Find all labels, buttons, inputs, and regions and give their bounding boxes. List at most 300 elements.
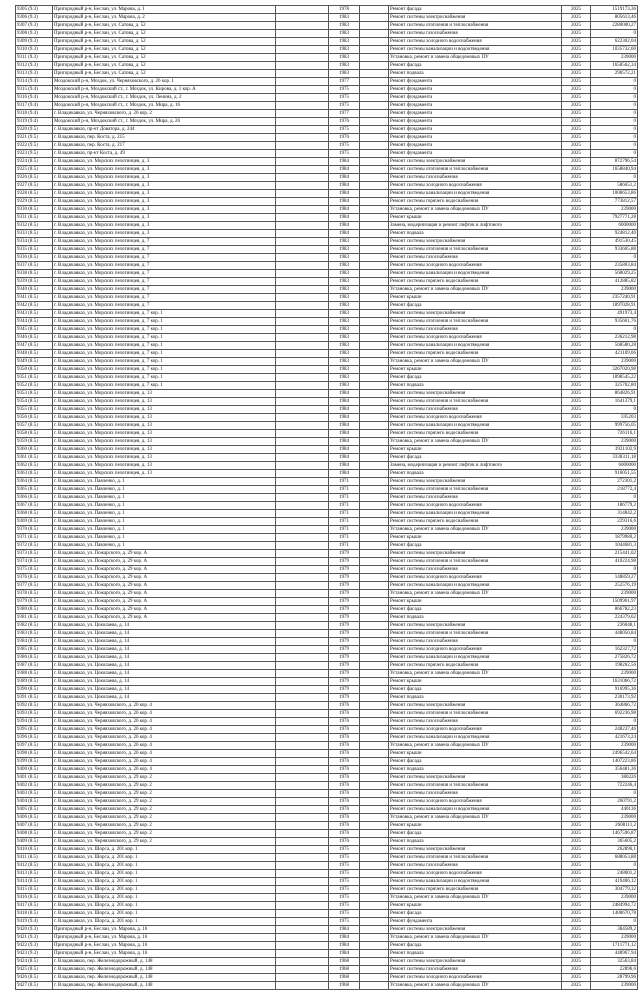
- cell-plan-year: 2025: [562, 574, 591, 582]
- cell-empty: [360, 22, 389, 30]
- cell-year: 1977: [329, 110, 360, 118]
- cell-id: 9310 (9.3): [16, 46, 53, 54]
- cell-empty: [276, 486, 329, 494]
- table-row: [16, 558, 638, 566]
- cell-work-type: Ремонт фасада: [389, 910, 562, 918]
- cell-address: г. Владикавказ, ул. Черняховского, д. 29 кор. 2: [53, 838, 276, 846]
- cell-work-type: Ремонт системы горячего водоснабжения: [389, 430, 562, 438]
- cell-empty: [360, 342, 389, 350]
- cell-empty: [360, 958, 389, 966]
- cell-address: г. Владикавказ, ул. Морских пехотинцев, д. 3: [53, 190, 276, 198]
- cell-work-type: Ремонт системы газоснабжения: [389, 326, 562, 334]
- cell-empty: [360, 470, 389, 478]
- cell-empty: [360, 686, 389, 694]
- cell-empty: [360, 534, 389, 542]
- cell-id: 9322 (9.5): [16, 142, 53, 150]
- cell-id: 9388 (8.5): [16, 670, 53, 678]
- cell-plan-year: 2025: [562, 302, 591, 310]
- table-row: [16, 134, 638, 142]
- cell-plan-year: 2025: [562, 366, 591, 374]
- cell-address: г. Владикавказ, ул. Морских пехотинцев, д. 7: [53, 302, 276, 310]
- cell-plan-year: 2025: [562, 358, 591, 366]
- cell-cost: 0: [591, 918, 638, 926]
- cell-plan-year: 2025: [562, 566, 591, 574]
- cell-cost: 805613,46: [591, 14, 638, 22]
- cell-work-type: Ремонт подвала: [389, 766, 562, 774]
- cell-year: 1984: [329, 950, 360, 958]
- cell-id: 9313 (9.3): [16, 70, 53, 78]
- table-row: [16, 406, 638, 414]
- cell-year: 1984: [329, 438, 360, 446]
- cell-address: г. Владикавказ, ул. Павленко, д. 1: [53, 486, 276, 494]
- cell-id: 9346 (8.5): [16, 334, 53, 342]
- cell-year: 1976: [329, 838, 360, 846]
- cell-cost: 356481,36: [591, 766, 638, 774]
- cell-id: 9331 (8.5): [16, 214, 53, 222]
- cell-id: 9373 (8.5): [16, 550, 53, 558]
- cell-address: Пригородный р-н, Беслан, ул. Сатова, д. 52: [53, 30, 276, 38]
- cell-cost: 0: [591, 406, 638, 414]
- table-row: [16, 598, 638, 606]
- cell-work-type: Ремонт системы холодного водоснабжения: [389, 974, 562, 982]
- table-row: [16, 646, 638, 654]
- cell-cost: 0: [591, 134, 638, 142]
- cell-cost: 218772,4: [591, 486, 638, 494]
- cell-empty: [360, 78, 389, 86]
- cell-empty: [360, 238, 389, 246]
- cell-empty: [276, 126, 329, 134]
- cell-empty: [276, 262, 329, 270]
- cell-empty: [360, 158, 389, 166]
- cell-year: 1979: [329, 678, 360, 686]
- cell-cost: 304779,32: [591, 886, 638, 894]
- cell-cost: 0: [591, 718, 638, 726]
- cell-id: 9348 (8.5): [16, 350, 53, 358]
- cell-empty: [360, 606, 389, 614]
- table-row: [16, 190, 638, 198]
- cell-empty: [276, 902, 329, 910]
- cell-empty: [360, 982, 389, 990]
- cell-empty: [276, 438, 329, 446]
- cell-cost: 198262,56: [591, 662, 638, 670]
- cell-work-type: Ремонт системы электроснабжения: [389, 846, 562, 854]
- cell-empty: [360, 638, 389, 646]
- cell-cost: 380226: [591, 774, 638, 782]
- cell-address: г. Владикавказ, ул. Морских пехотинцев, д. 13: [53, 406, 276, 414]
- cell-empty: [360, 398, 389, 406]
- cell-id: 9305 (9.3): [16, 6, 53, 14]
- cell-year: 1984: [329, 182, 360, 190]
- cell-plan-year: 2025: [562, 102, 591, 110]
- cell-year: 1971: [329, 534, 360, 542]
- cell-plan-year: 2025: [562, 734, 591, 742]
- table-row: [16, 702, 638, 710]
- cell-empty: [276, 54, 329, 62]
- table-row: [16, 974, 638, 982]
- cell-id: 9306 (9.3): [16, 14, 53, 22]
- cell-cost: 365605,2: [591, 838, 638, 846]
- cell-id: 9396 (8.5): [16, 734, 53, 742]
- cell-year: 1971: [329, 526, 360, 534]
- cell-empty: [360, 918, 389, 926]
- cell-empty: [360, 662, 389, 670]
- cell-empty: [276, 254, 329, 262]
- cell-address: г. Владикавказ, ул. Морских пехотинцев, д. 3: [53, 174, 276, 182]
- cell-empty: [360, 590, 389, 598]
- cell-year: 1983: [329, 318, 360, 326]
- cell-plan-year: 2025: [562, 742, 591, 750]
- cell-plan-year: 2025: [562, 838, 591, 846]
- cell-year: 1979: [329, 638, 360, 646]
- cell-work-type: Ремонт системы канализации и водоотведения: [389, 270, 562, 278]
- cell-empty: [276, 598, 329, 606]
- cell-id: 9383 (8.5): [16, 630, 53, 638]
- cell-cost: 491973,4: [591, 310, 638, 318]
- cell-year: 1983: [329, 46, 360, 54]
- table-row: [16, 830, 638, 838]
- table-row: [16, 630, 638, 638]
- cell-empty: [360, 374, 389, 382]
- cell-cost: 239000: [591, 894, 638, 902]
- cell-plan-year: 2025: [562, 782, 591, 790]
- cell-address: г. Владикавказ, ул. Пожарского, д. 29 кор. А: [53, 566, 276, 574]
- cell-plan-year: 2025: [562, 70, 591, 78]
- cell-year: 1968: [329, 974, 360, 982]
- cell-empty: [360, 518, 389, 526]
- cell-work-type: Ремонт системы канализации и водоотведения: [389, 654, 562, 662]
- cell-work-type: Замена, модернизация и ремонт лифтов и лифтового: [389, 462, 562, 470]
- cell-empty: [360, 558, 389, 566]
- cell-work-type: Установка, ремонт и замена общедомовых ПУ: [389, 54, 562, 62]
- cell-empty: [276, 462, 329, 470]
- cell-address: г. Владикавказ, ул. Черняховского, д. 26 кор. 4: [53, 726, 276, 734]
- cell-address: г. Владикавказ, ул. Шорса, д. 201 кор. 1: [53, 870, 276, 878]
- cell-address: г. Владикавказ, ул. Черняховского, д. 26 кор. 2: [53, 110, 276, 118]
- table-row: [16, 934, 638, 942]
- cell-empty: [360, 150, 389, 158]
- cell-id: 9421 (9.3): [16, 934, 53, 942]
- cell-address: г. Владикавказ, ул. Черняховского, д. 29 кор. 2: [53, 814, 276, 822]
- cell-address: Пригородный р-н, Беслан, ул. Сатова, д. 52: [53, 38, 276, 46]
- cell-plan-year: 2025: [562, 902, 591, 910]
- cell-empty: [360, 206, 389, 214]
- cell-work-type: Установка, ремонт и замена общедомовых ПУ: [389, 438, 562, 446]
- cell-address: г. Владикавказ, ул. Черняховского, д. 29 кор. 2: [53, 798, 276, 806]
- cell-empty: [276, 446, 329, 454]
- cell-work-type: Ремонт системы электроснабжения: [389, 774, 562, 782]
- cell-plan-year: 2025: [562, 590, 591, 598]
- cell-cost: 364866,72: [591, 702, 638, 710]
- cell-address: г. Владикавказ, ул. Черняховского, д. 29 кор. 2: [53, 774, 276, 782]
- cell-work-type: Ремонт системы электроснабжения: [389, 310, 562, 318]
- cell-id: 9325 (8.5): [16, 166, 53, 174]
- cell-year: 1971: [329, 486, 360, 494]
- cell-cost: 162327,72: [591, 646, 638, 654]
- cell-year: 1984: [329, 230, 360, 238]
- cell-address: Пригородный р-н, Беслан, ул. Сатова, д. 52: [53, 70, 276, 78]
- cell-empty: [276, 182, 329, 190]
- cell-id: 9414 (8.5): [16, 878, 53, 886]
- cell-cost: 1008653,86: [591, 190, 638, 198]
- cell-cost: 0: [591, 326, 638, 334]
- cell-empty: [276, 230, 329, 238]
- cell-work-type: Ремонт фундамента: [389, 142, 562, 150]
- cell-empty: [360, 550, 389, 558]
- cell-year: 1983: [329, 238, 360, 246]
- cell-work-type: Ремонт подвала: [389, 470, 562, 478]
- cell-empty: [276, 958, 329, 966]
- cell-plan-year: 2025: [562, 830, 591, 838]
- cell-empty: [276, 870, 329, 878]
- cell-empty: [276, 934, 329, 942]
- cell-work-type: Установка, ремонт и замена общедомовых ПУ: [389, 742, 562, 750]
- cell-id: 9345 (8.5): [16, 326, 53, 334]
- cell-work-type: Ремонт системы отопления и теплоснабжения: [389, 166, 562, 174]
- cell-address: Пригородный р-н, Беслан, ул. Сатова, д. 52: [53, 54, 276, 62]
- cell-empty: [360, 726, 389, 734]
- cell-work-type: Ремонт системы газоснабжения: [389, 566, 562, 574]
- table-row: [16, 510, 638, 518]
- cell-year: 1983: [329, 326, 360, 334]
- cell-cost: 248237,46: [591, 726, 638, 734]
- cell-cost: 239000: [591, 438, 638, 446]
- cell-id: 9418 (8.5): [16, 910, 53, 918]
- cell-plan-year: 2025: [562, 974, 591, 982]
- cell-empty: [276, 638, 329, 646]
- cell-address: г. Владикавказ, ул. Черняховского, д. 26 кор. 4: [53, 734, 276, 742]
- table-row: [16, 918, 638, 926]
- cell-cost: 3267020,98: [591, 366, 638, 374]
- cell-work-type: Ремонт системы горячего водоснабжения: [389, 518, 562, 526]
- cell-cost: 290572,21: [591, 70, 638, 78]
- cell-year: 1971: [329, 478, 360, 486]
- cell-plan-year: 2025: [562, 510, 591, 518]
- cell-empty: [276, 214, 329, 222]
- cell-cost: 1711771,12: [591, 942, 638, 950]
- cell-empty: [276, 334, 329, 342]
- table-row: [16, 374, 638, 382]
- cell-cost: 935661,76: [591, 318, 638, 326]
- cell-empty: [276, 526, 329, 534]
- table-row: [16, 86, 638, 94]
- cell-empty: [360, 30, 389, 38]
- table-row: [16, 694, 638, 702]
- cell-year: 1976: [329, 774, 360, 782]
- table-row: [16, 878, 638, 886]
- cell-work-type: Ремонт системы холодного водоснабжения: [389, 182, 562, 190]
- cell-cost: 6000000: [591, 462, 638, 470]
- cell-id: 9412 (8.5): [16, 862, 53, 870]
- cell-cost: 872796,54: [591, 158, 638, 166]
- cell-work-type: Ремонт системы горячего водоснабжения: [389, 662, 562, 670]
- cell-address: г. Владикавказ, ул. Черняховского, д. 26 кор. 4: [53, 766, 276, 774]
- cell-address: г. Владикавказ, ул. Морских пехотинцев, д. 7 кор. 1: [53, 318, 276, 326]
- cell-empty: [276, 422, 329, 430]
- cell-work-type: Ремонт системы холодного водоснабжения: [389, 334, 562, 342]
- cell-cost: 314842,2: [591, 510, 638, 518]
- cell-empty: [360, 942, 389, 950]
- cell-empty: [360, 422, 389, 430]
- cell-empty: [276, 734, 329, 742]
- cell-work-type: Ремонт крыши: [389, 294, 562, 302]
- table-row: [16, 30, 638, 38]
- cell-id: 9385 (8.5): [16, 646, 53, 654]
- cell-year: 1983: [329, 70, 360, 78]
- cell-id: 9367 (8.5): [16, 502, 53, 510]
- cell-plan-year: 2025: [562, 774, 591, 782]
- cell-address: г. Владикавказ, ул. Черняховского, д. 29 кор. 2: [53, 790, 276, 798]
- cell-empty: [360, 798, 389, 806]
- cell-cost: 3338311,18: [591, 454, 638, 462]
- cell-plan-year: 2025: [562, 310, 591, 318]
- cell-plan-year: 2025: [562, 462, 591, 470]
- cell-work-type: Ремонт системы отопления и теплоснабжения: [389, 782, 562, 790]
- cell-work-type: Ремонт фасада: [389, 606, 562, 614]
- cell-cost: 224379,62: [591, 614, 638, 622]
- table-row: [16, 686, 638, 694]
- table-row: [16, 398, 638, 406]
- cell-empty: [276, 622, 329, 630]
- cell-year: 1975: [329, 870, 360, 878]
- cell-plan-year: 2025: [562, 14, 591, 22]
- cell-address: Пригородный р-н, Беслан, ул. Сатова, д. 52: [53, 22, 276, 30]
- cell-empty: [276, 494, 329, 502]
- cell-empty: [276, 198, 329, 206]
- table-row: [16, 118, 638, 126]
- cell-year: 1975: [329, 910, 360, 918]
- cell-cost: 999756,05: [591, 422, 638, 430]
- cell-id: 9402 (8.5): [16, 782, 53, 790]
- cell-year: 1975: [329, 126, 360, 134]
- cell-empty: [360, 974, 389, 982]
- cell-address: г. Владикавказ, ул. Цоколаева, д. 14: [53, 638, 276, 646]
- cell-address: г. Владикавказ, ул. Шорса, д. 201 кор. 1: [53, 846, 276, 854]
- cell-year: 1983: [329, 254, 360, 262]
- cell-id: 9337 (8.5): [16, 262, 53, 270]
- cell-work-type: Ремонт фундамента: [389, 102, 562, 110]
- cell-work-type: Установка, ремонт и замена общедомовых ПУ: [389, 814, 562, 822]
- table-row: [16, 222, 638, 230]
- cell-empty: [276, 470, 329, 478]
- cell-empty: [276, 14, 329, 22]
- cell-cost: 148859,27: [591, 574, 638, 582]
- cell-work-type: Ремонт системы отопления и теплоснабжения: [389, 558, 562, 566]
- cell-work-type: Ремонт системы газоснабжения: [389, 494, 562, 502]
- cell-id: 9410 (8.5): [16, 846, 53, 854]
- cell-year: 1983: [329, 62, 360, 70]
- cell-cost: 384589,2: [591, 926, 638, 934]
- cell-plan-year: 2025: [562, 238, 591, 246]
- cell-id: 9407 (8.5): [16, 822, 53, 830]
- cell-year: 1979: [329, 694, 360, 702]
- cell-address: г. Владикавказ, ул. Морских пехотинцев, д. 7: [53, 262, 276, 270]
- cell-work-type: Ремонт системы холодного водоснабжения: [389, 502, 562, 510]
- cell-cost: 1035732,60: [591, 46, 638, 54]
- table-row: [16, 566, 638, 574]
- cell-id: 9352 (8.5): [16, 382, 53, 390]
- table-row: [16, 718, 638, 726]
- cell-empty: [360, 406, 389, 414]
- cell-year: 1984: [329, 174, 360, 182]
- cell-empty: [276, 606, 329, 614]
- cell-empty: [276, 350, 329, 358]
- table-row: [16, 774, 638, 782]
- cell-work-type: Ремонт системы газоснабжения: [389, 174, 562, 182]
- cell-work-type: Установка, ремонт и замена общедомовых ПУ: [389, 286, 562, 294]
- cell-empty: [276, 718, 329, 726]
- table-row: [16, 38, 638, 46]
- cell-work-type: Ремонт системы канализации и водоотведения: [389, 342, 562, 350]
- cell-work-type: Ремонт системы газоснабжения: [389, 254, 562, 262]
- cell-cost: 236212,98: [591, 334, 638, 342]
- cell-work-type: Ремонт системы отопления и теплоснабжения: [389, 486, 562, 494]
- cell-id: 9401 (8.5): [16, 774, 53, 782]
- cell-empty: [276, 118, 329, 126]
- cell-plan-year: 2025: [562, 654, 591, 662]
- cell-work-type: Ремонт системы канализации и водоотведения: [389, 878, 562, 886]
- cell-year: 1984: [329, 422, 360, 430]
- table-row: [16, 174, 638, 182]
- cell-year: 1976: [329, 830, 360, 838]
- cell-address: г. Владикавказ, пер. Железнодорожный, д. 148: [53, 982, 276, 990]
- cell-year: 1975: [329, 902, 360, 910]
- cell-cost: 2496542,64: [591, 750, 638, 758]
- cell-empty: [276, 670, 329, 678]
- cell-plan-year: 2025: [562, 230, 591, 238]
- cell-cost: 239000: [591, 590, 638, 598]
- cell-empty: [276, 366, 329, 374]
- cell-empty: [276, 822, 329, 830]
- cell-year: 1976: [329, 806, 360, 814]
- cell-plan-year: 2025: [562, 190, 591, 198]
- cell-cost: 0: [591, 174, 638, 182]
- cell-year: 1983: [329, 270, 360, 278]
- cell-empty: [360, 870, 389, 878]
- cell-year: 1983: [329, 30, 360, 38]
- cell-id: 9344 (8.5): [16, 318, 53, 326]
- cell-work-type: Ремонт системы канализации и водоотведения: [389, 422, 562, 430]
- cell-address: г. Владикавказ, ул. Цоколаева, д. 14: [53, 678, 276, 686]
- cell-empty: [360, 438, 389, 446]
- cell-year: 1983: [329, 342, 360, 350]
- cell-id: 9321 (9.5): [16, 134, 53, 142]
- cell-address: г. Владикавказ, ул. Морских пехотинцев, д. 13: [53, 390, 276, 398]
- cell-work-type: Ремонт системы холодного водоснабжения: [389, 414, 562, 422]
- cell-empty: [276, 454, 329, 462]
- cell-address: г. Владикавказ, ул. Черняховского, д. 29 кор. 2: [53, 806, 276, 814]
- cell-id: 9320 (9.5): [16, 126, 53, 134]
- cell-empty: [360, 358, 389, 366]
- cell-cost: 0: [591, 862, 638, 870]
- cell-address: г. Владикавказ, ул. Морских пехотинцев, д. 13: [53, 454, 276, 462]
- cell-empty: [276, 102, 329, 110]
- cell-address: г. Владикавказ, пер. Коста, д. 215: [53, 134, 276, 142]
- cell-year: 1975: [329, 878, 360, 886]
- cell-work-type: Ремонт системы холодного водоснабжения: [389, 798, 562, 806]
- cell-work-type: Ремонт крыши: [389, 598, 562, 606]
- cell-empty: [276, 766, 329, 774]
- cell-plan-year: 2025: [562, 374, 591, 382]
- cell-work-type: Ремонт подвала: [389, 382, 562, 390]
- cell-work-type: Ремонт крыши: [389, 366, 562, 374]
- cell-address: Пригородный р-н, Беслан, ул. Марова, д. 16: [53, 942, 276, 950]
- cell-empty: [360, 310, 389, 318]
- cell-empty: [360, 750, 389, 758]
- cell-id: 9413 (8.5): [16, 870, 53, 878]
- table-row: [16, 542, 638, 550]
- cell-empty: [360, 430, 389, 438]
- cell-work-type: Ремонт системы электроснабжения: [389, 238, 562, 246]
